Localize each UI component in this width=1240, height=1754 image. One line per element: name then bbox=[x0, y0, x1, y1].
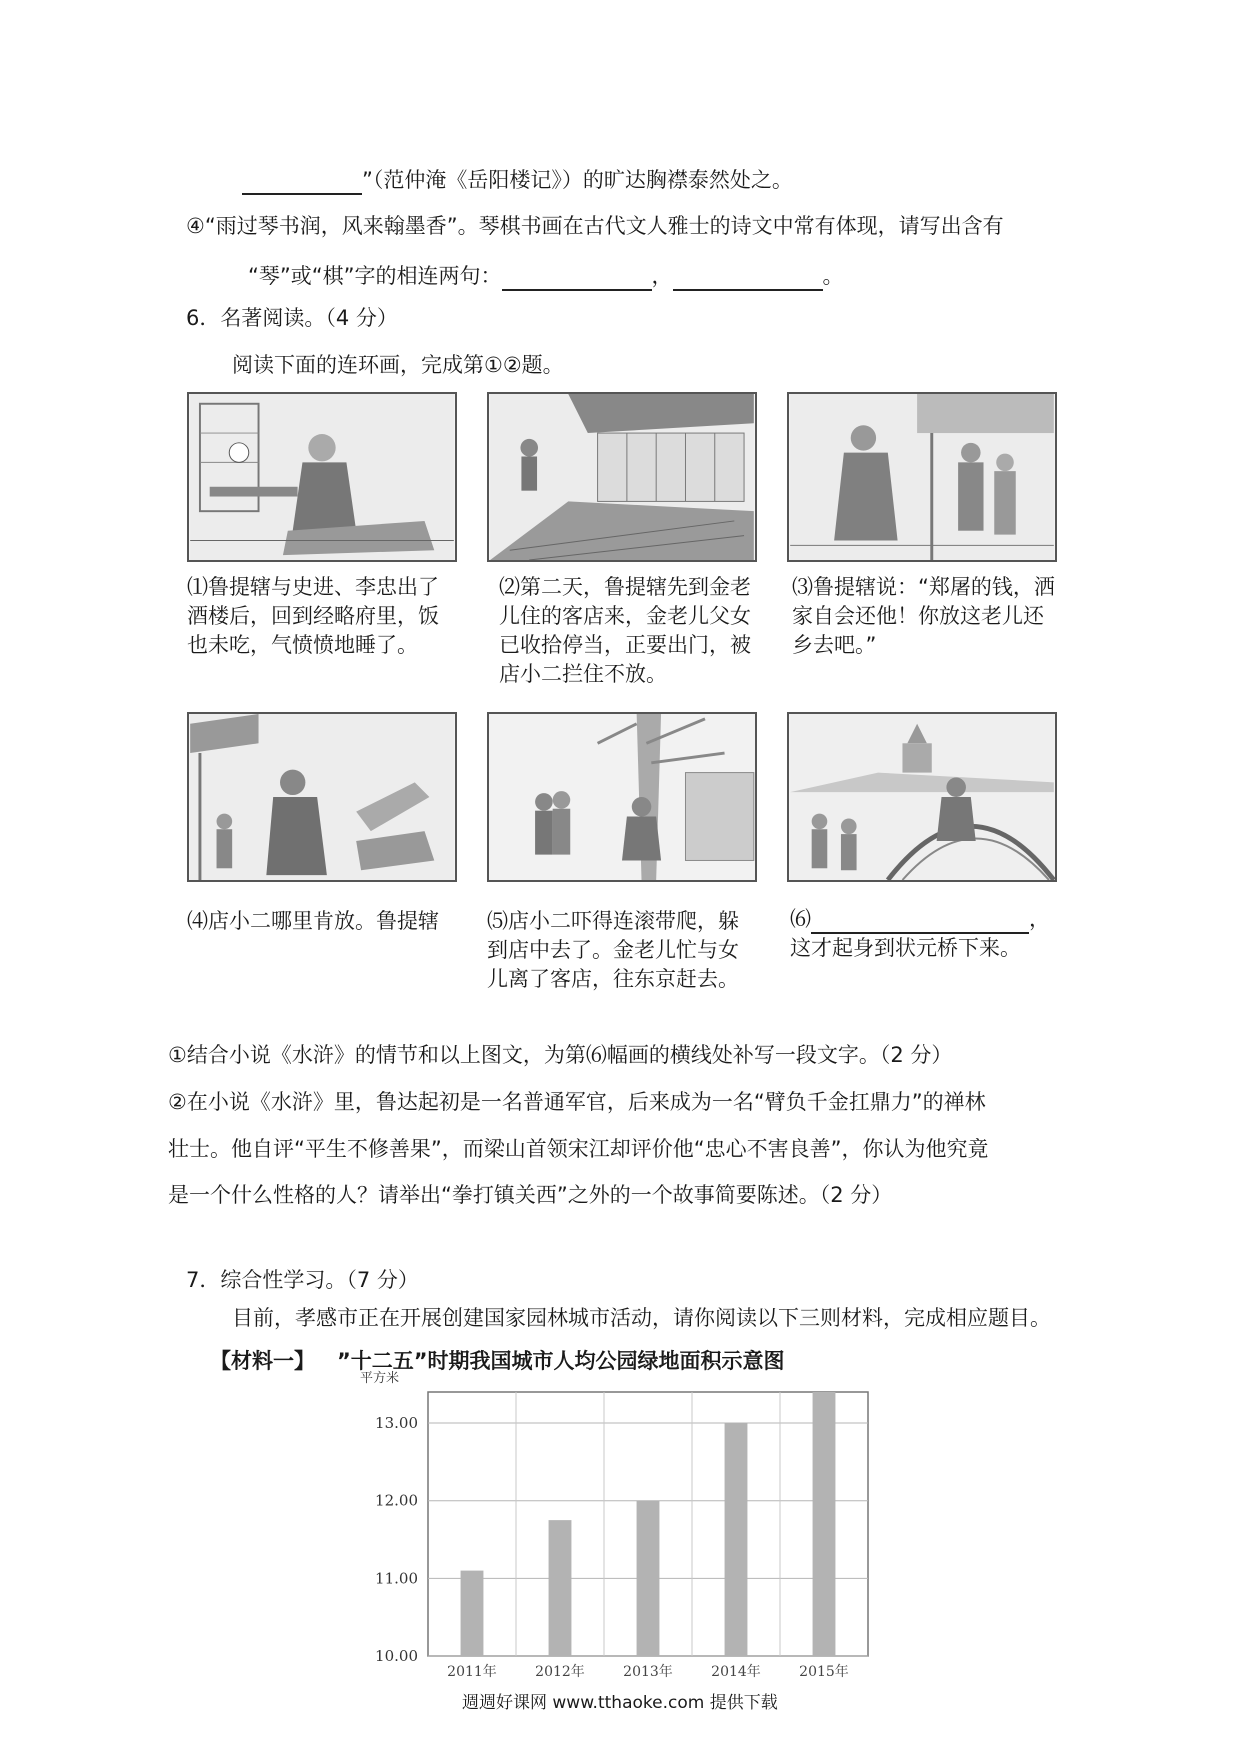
comic-panel-1 bbox=[187, 392, 457, 562]
answer-blank[interactable] bbox=[502, 267, 652, 291]
comic-panel-4 bbox=[187, 712, 457, 882]
q6-sub2-line3: 是一个什么性格的人？请举出“拳打镇关西”之外的一个故事简要陈述。（2 分） bbox=[168, 1183, 893, 1207]
y-tick-label-0: 10.00 bbox=[375, 1647, 418, 1665]
x-tick-label-0: 2011年 bbox=[447, 1664, 497, 1680]
y-axis-unit-label: 平方米 bbox=[360, 1371, 400, 1386]
q5-item4-line2: “琴”或“棋”字的相连两句： ， 。 bbox=[248, 261, 844, 291]
q5-item4-line1: ④“雨过琴书润，风来翰墨香”。琴棋书画在古代文人雅士的诗文中常有体现，请写出含有 bbox=[186, 214, 1004, 238]
bar-2015年 bbox=[813, 1392, 836, 1656]
answer-blank[interactable] bbox=[242, 171, 362, 195]
bar-2014年 bbox=[725, 1423, 748, 1656]
answer-blank[interactable] bbox=[673, 267, 823, 291]
comic-panel-5 bbox=[487, 712, 757, 882]
q6-sub1: ①结合小说《水浒》的情节和以上图文，为第⑹幅画的横线处补写一段文字。（2 分） bbox=[168, 1043, 953, 1067]
download-footer: 週週好课网 www.tthaoke.com 提供下载 bbox=[462, 1693, 778, 1713]
material-1-heading: 【材料一】 ”十二五”时期我国城市人均公园绿地面积示意图 bbox=[210, 1349, 785, 1373]
illustration-study-room bbox=[189, 394, 455, 560]
x-tick-label-1: 2012年 bbox=[535, 1664, 585, 1680]
illustration-fight bbox=[189, 714, 455, 880]
q6-instruction: 阅读下面的连环画，完成第①②题。 bbox=[232, 353, 564, 377]
q7-heading: 7．综合性学习。（7 分） bbox=[186, 1268, 419, 1292]
answer-blank[interactable] bbox=[811, 910, 1029, 934]
x-tick-label-3: 2014年 bbox=[711, 1664, 761, 1680]
q5-line1: ”（范仲淹《岳阳楼记》）的旷达胸襟泰然处之。 bbox=[242, 165, 793, 195]
comic-caption-2: ⑵第二天，鲁提辖先到金老儿住的客店来，金老儿父女已收拾停当，正要出门，被店小二拦住不放。 bbox=[499, 575, 751, 686]
illustration-inn-courtyard bbox=[489, 394, 755, 560]
x-tick-label-4: 2015年 bbox=[799, 1664, 849, 1680]
comic-panel-3 bbox=[787, 392, 1057, 562]
q7-intro: 目前，孝感市正在开展创建国家园林城市活动，请你阅读以下三则材料，完成相应题目。 bbox=[232, 1306, 1051, 1330]
y-tick-label-2: 12.00 bbox=[375, 1491, 418, 1510]
comic-caption-5: ⑸店小二吓得连滚带爬，躲到店中去了。金老儿忙与女儿离了客店，往东京赶去。 bbox=[487, 909, 739, 991]
comic-panel-2 bbox=[487, 392, 757, 562]
comic-panel-6 bbox=[787, 712, 1057, 882]
comic-caption-3: ⑶鲁提辖说：“郑屠的钱，洒家自会还他！你放这老儿还乡去吧。” bbox=[792, 575, 1055, 657]
illustration-bridge bbox=[789, 714, 1055, 880]
green-area-bar-chart bbox=[340, 1368, 880, 1684]
bar-2011年 bbox=[461, 1571, 484, 1656]
q6-heading: 6．名著阅读。（4 分） bbox=[186, 306, 398, 330]
y-tick-label-3: 13.00 bbox=[375, 1414, 418, 1433]
comic-caption-4: ⑷店小二哪里肯放。鲁提辖 bbox=[187, 909, 439, 933]
bar-2012年 bbox=[549, 1520, 572, 1656]
comic-caption-1: ⑴鲁提辖与史进、李忠出了酒楼后，回到经略府里，饭也未吃，气愤愤地睡了。 bbox=[187, 575, 439, 657]
q6-sub2-line1: ②在小说《水浒》里，鲁达起初是一名普通军官，后来成为一名“臂负千金扛鼎力”的禅林 bbox=[168, 1090, 986, 1114]
x-tick-label-2: 2013年 bbox=[623, 1664, 673, 1680]
y-tick-label-1: 11.00 bbox=[375, 1569, 418, 1588]
comic-caption-6: ⑹ ， 这才起身到状元桥下来。 bbox=[790, 907, 1050, 960]
q6-sub2-line2: 壮士。他自评“平生不修善果”，而梁山首领宋江却评价他“忠心不害良善”，你认为他究竟 bbox=[168, 1137, 989, 1161]
illustration-lu-speaks bbox=[789, 394, 1055, 560]
bar-2013年 bbox=[637, 1501, 660, 1656]
illustration-snow-departure bbox=[489, 714, 755, 880]
